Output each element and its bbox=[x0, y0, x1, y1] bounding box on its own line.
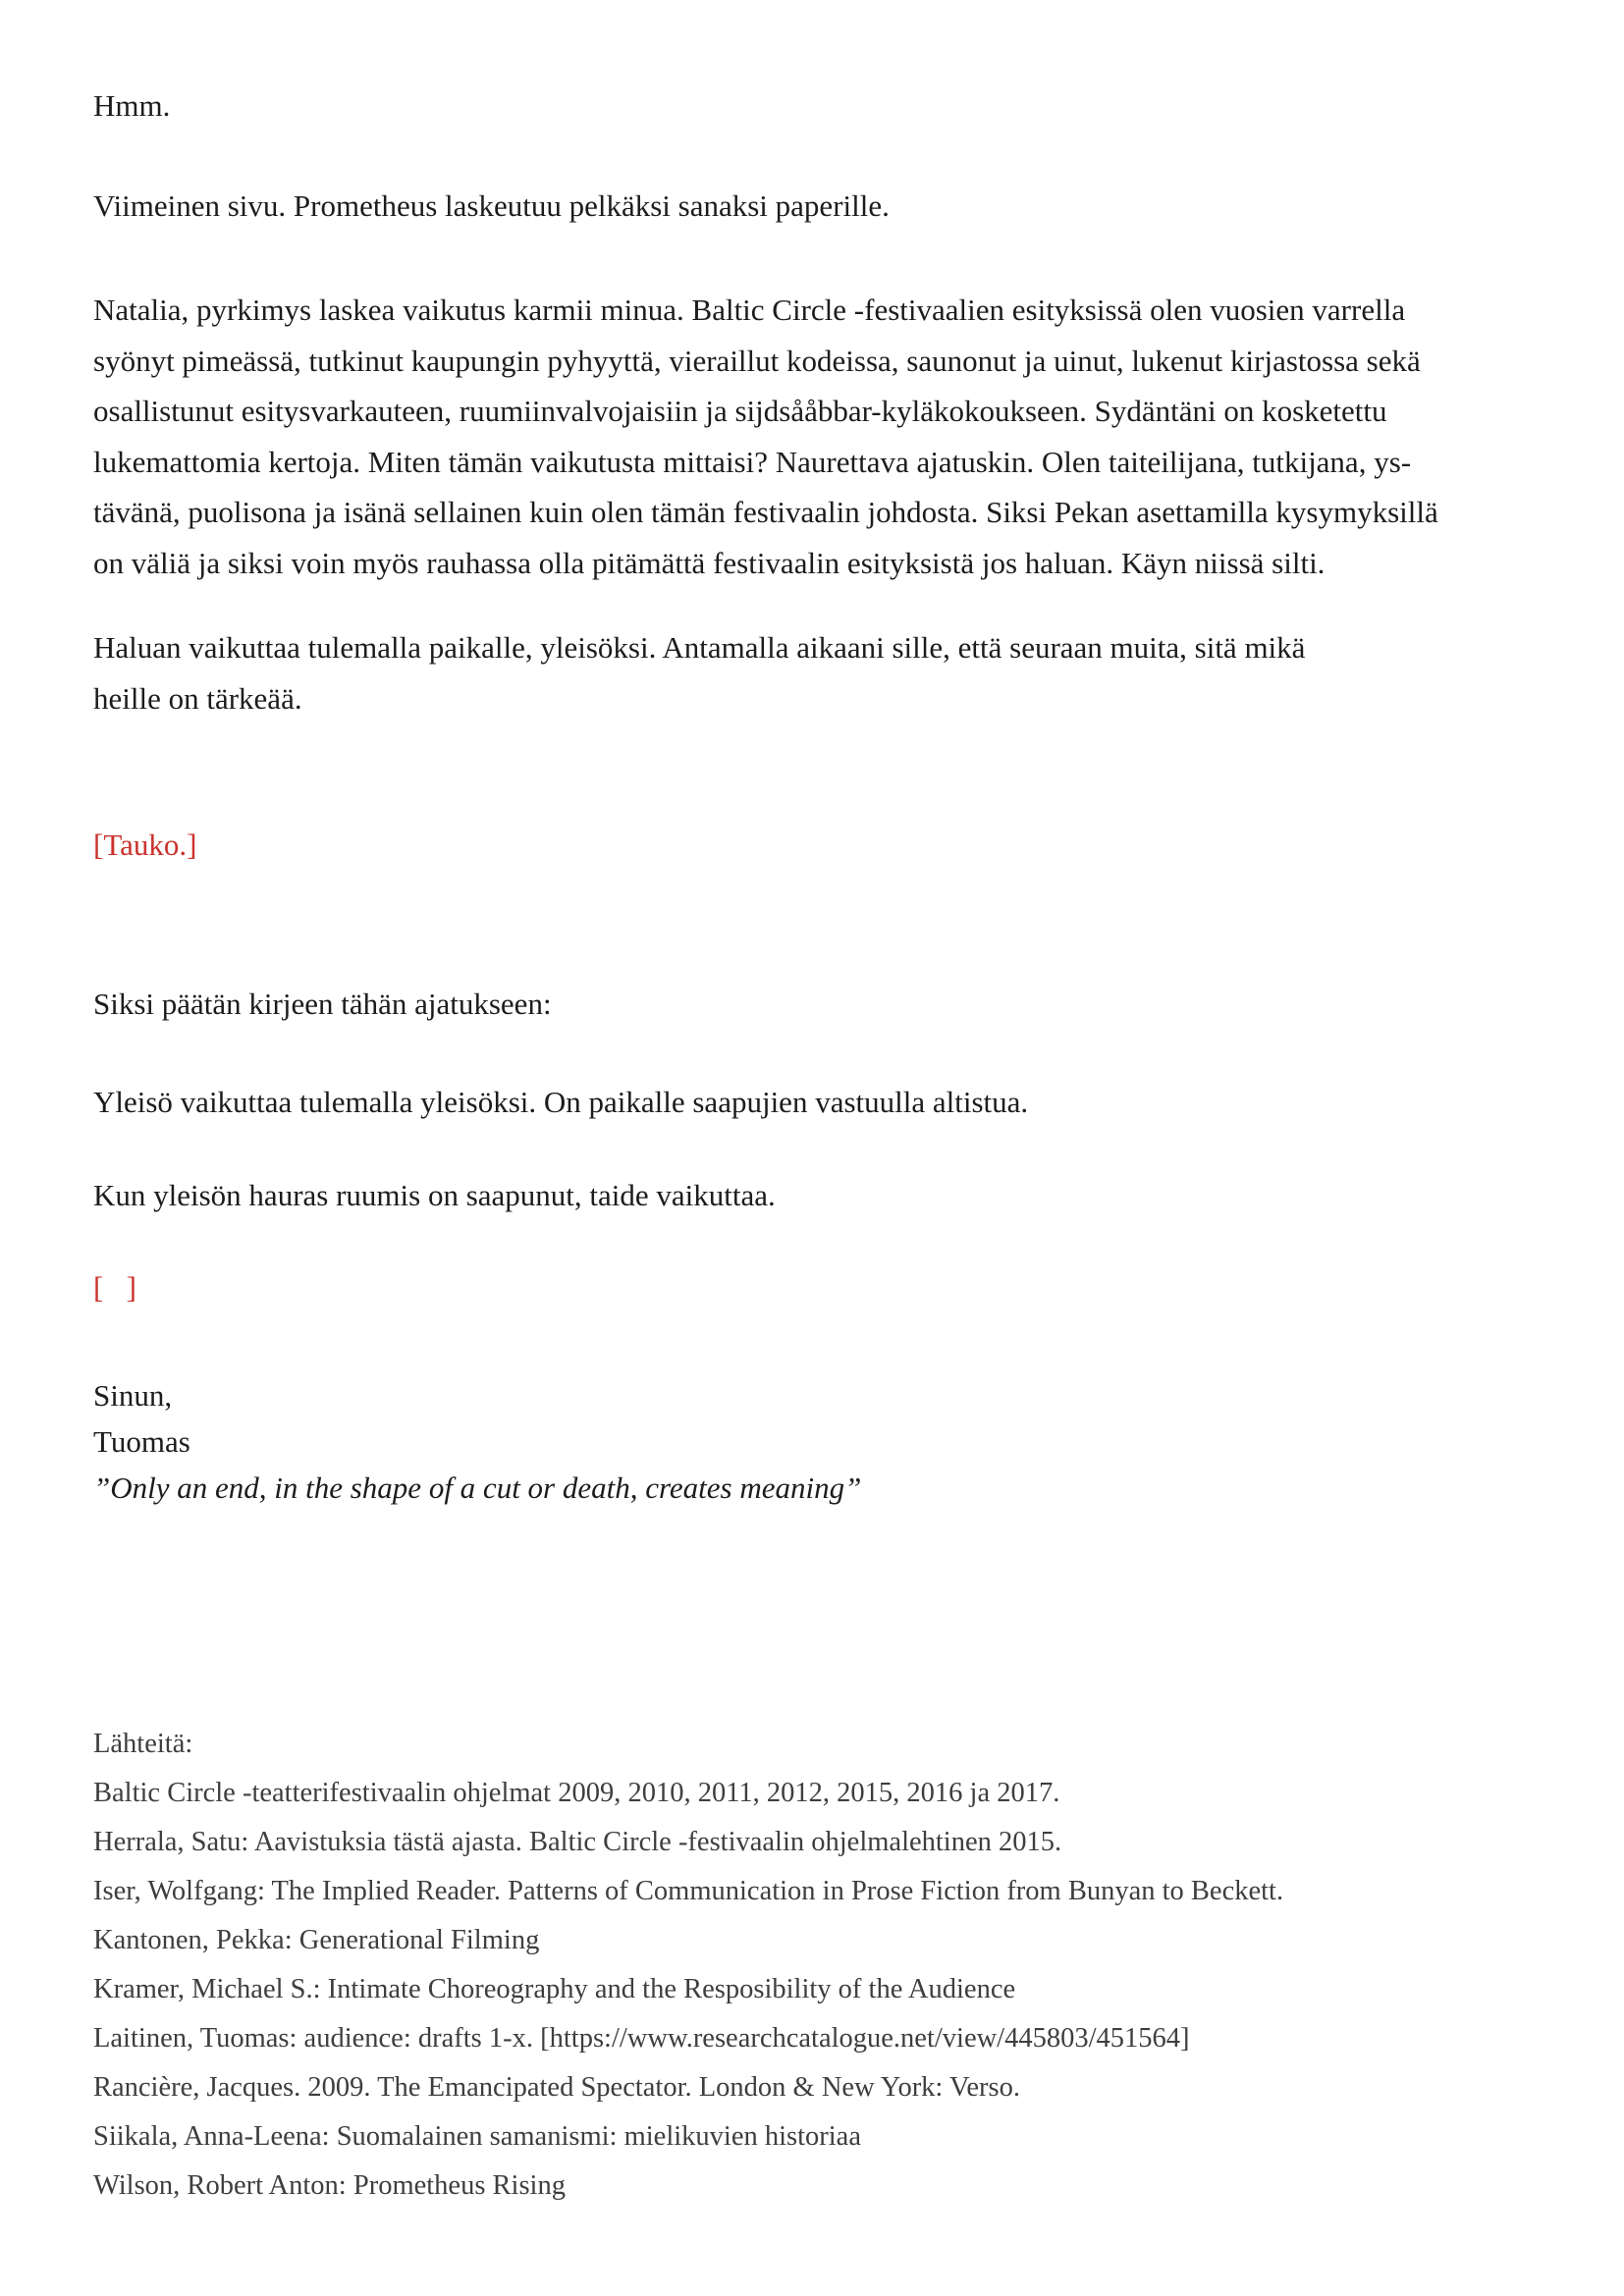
paragraph-line: lukemattomia kertoja. Miten tämän vaikutusta mittaisi? Naurettava ajatuskin. Olen taiteilijana, tutkijana, ys- bbox=[93, 444, 1412, 479]
signoff-word: Sinun, bbox=[93, 1378, 173, 1413]
paragraph-line: Haluan vaikuttaa tulemalla paikalle, yleisöksi. Antamalla aikaani sille, että seuraan muita, sitä mikä bbox=[93, 630, 1306, 665]
paragraph-line: osallistunut esitysvarkauteen, ruumiinvalvojaisiin ja sijdsååbbar-kyläkokoukseen. Sydäntäni on kosketettu bbox=[93, 394, 1387, 428]
second-paragraph bbox=[93, 622, 1565, 723]
reference-item: Siikala, Anna-Leena: Suomalainen samanismi: mielikuvien historiaa bbox=[93, 2121, 861, 2152]
statement-audience: Yleisö vaikuttaa tulemalla yleisöksi. On paikalle saapujien vastuulla altistua. bbox=[93, 1085, 1029, 1119]
paragraph-line: tävänä, puolisona ja isänä sellainen kuin olen tämän festivaalin johdosta. Siksi Pekan asettamilla kysymyksillä bbox=[93, 495, 1438, 529]
reference-item: Kramer, Michael S.: Intimate Choreography and the Resposibility of the Audience bbox=[93, 1974, 1016, 2004]
empty-brackets-stage-direction: [ ] bbox=[93, 1270, 136, 1305]
paragraph-line: on väliä ja siksi voin myös rauhassa olla pitämättä festivaalin esityksistä jos haluan. Käyn niissä silti. bbox=[93, 545, 1326, 580]
reference-item: Iser, Wolfgang: The Implied Reader. Patterns of Communication in Prose Fiction from Bunyan to Beckett. bbox=[93, 1876, 1284, 1906]
reference-item: Kantonen, Pekka: Generational Filming bbox=[93, 1925, 540, 1955]
reference-item: Rancière, Jacques. 2009. The Emancipated Spectator. London & New York: Verso. bbox=[93, 2072, 1020, 2103]
reference-item: Wilson, Robert Anton: Prometheus Rising bbox=[93, 2170, 566, 2201]
main-paragraph bbox=[93, 285, 1565, 588]
reference-item: Laitinen, Tuomas: audience: drafts 1-x. [https://www.researchcatalogue.net/view/445803/451564] bbox=[93, 2023, 1190, 2054]
references-section bbox=[93, 1720, 1565, 2211]
opening-word: Hmm. bbox=[93, 88, 171, 123]
signature-name: Tuomas bbox=[93, 1424, 190, 1459]
closing-quote: ”Only an end, in the shape of a cut or death, creates meaning” bbox=[93, 1470, 862, 1505]
paragraph-line: syönyt pimeässä, tutkinut kaupungin pyhyyttä, vieraillut kodeissa, saunonut ja uinut, lukenut kirjastossa sekä bbox=[93, 343, 1421, 378]
reference-item: Herrala, Satu: Aavistuksia tästä ajasta. Baltic Circle -festivaalin ohjelmalehtinen 2015. bbox=[93, 1827, 1062, 1857]
paragraph-line: Natalia, pyrkimys laskea vaikutus karmii minua. Baltic Circle -festivaalien esityksissä olen vuosien varrella bbox=[93, 293, 1406, 327]
references-heading: Lähteitä: bbox=[93, 1729, 193, 1759]
last-page-sentence: Viimeinen sivu. Prometheus laskeutuu pelkäksi sanaksi paperille. bbox=[93, 188, 890, 223]
statement-body: Kun yleisön hauras ruumis on saapunut, taide vaikuttaa. bbox=[93, 1178, 776, 1212]
closing-intro-sentence: Siksi päätän kirjeen tähän ajatukseen: bbox=[93, 987, 552, 1021]
paragraph-line: heille on tärkeää. bbox=[93, 680, 302, 716]
signature-block bbox=[93, 1372, 1565, 1511]
pause-stage-direction: [Tauko.] bbox=[93, 828, 197, 862]
reference-item: Baltic Circle -teatterifestivaalin ohjelmat 2009, 2010, 2011, 2012, 2015, 2016 ja 2017. bbox=[93, 1778, 1060, 1808]
